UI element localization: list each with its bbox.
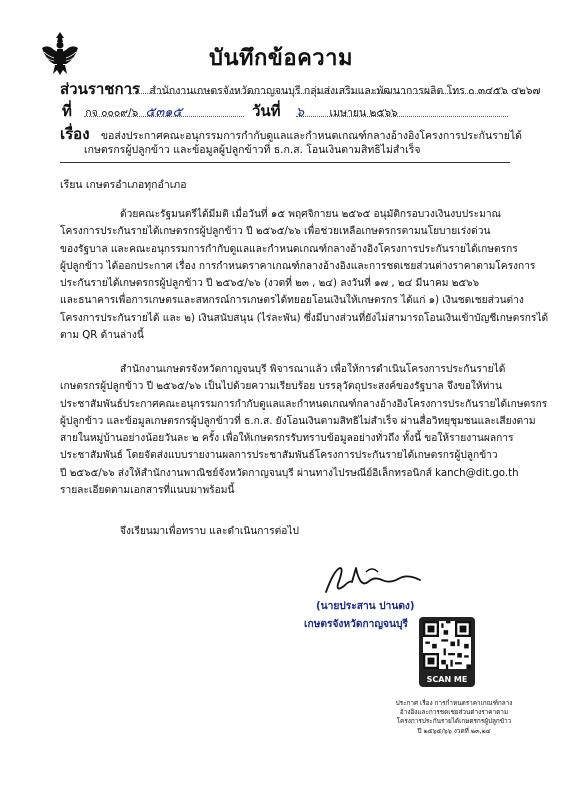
closing: จึงเรียนมาเพื่อทราบ และดำเนินการต่อไป <box>120 526 299 537</box>
paragraph-line: ตาม QR ด้านล่างนี้ <box>60 330 144 342</box>
paragraph-line: ผู้ปลูกข้าว และข้อมูลเกษตรกรผู้ปลูกข้าวที่ ธ.ก.ส. ยังโอนเงินตามสิทธิไม่สำเร็จ ผ่านสื่อวิทยุชุมชนและเสียงตาม <box>60 415 536 427</box>
dept-dotline <box>128 93 508 94</box>
header-divider <box>60 162 510 163</box>
qr-code[interactable] <box>419 617 475 687</box>
date-dotline <box>296 116 508 117</box>
paragraph-line: สายในหมู่บ้านอย่างน้อยวันละ ๒ ครั้ง เพื่อให้เกษตรกรรับทราบข้อมูลอย่างทั่วถึง ทั้งนี้ ขอให้รายงานผลการ <box>60 433 514 445</box>
paragraph-line: ปี ๒๕๖๕/๖๖ ส่งให้สำนักงานพาณิชย์จังหวัดกาญจนบุรี ผ่านทางไปรษณีย์อิเล็กทรอนิกส์ kanch@dit.go.th <box>60 467 519 479</box>
subject-label: เรื่อง <box>60 125 90 143</box>
date-label: วันที่ <box>252 102 281 120</box>
ref-handwritten: ๕๓๑๕ <box>145 105 183 120</box>
paragraph-line: ด้วยคณะรัฐมนตรีได้มีมติ เมื่อวันที่ ๑๕ พฤศจิกายน ๒๕๖๕ อนุมัติกรอบวงเงินงบประมาณ <box>120 209 502 220</box>
salutation: เรียน เกษตรอำเภอทุกอำเภอ <box>60 179 187 191</box>
ref-label: ที่ <box>62 102 72 120</box>
ref-value: กจ ๐๐๐๙/๖ <box>85 107 139 119</box>
paragraph-line: และธนาคารเพื่อการเกษตรและสหกรณ์การเกษตรได้ทยอยโอนเงินให้เกษตรกร ได้แก่ ๑) เงินชดเชยส่วนต่าง <box>60 295 524 307</box>
paragraph-line: ประชาสัมพันธ์ประกาศคณะอนุกรรมการกำกับดูแลและกำหนดเกณฑ์กลางอ้างอิงโครงการประกันรายได้เกษตรกร <box>60 398 548 410</box>
paragraph-line: รายละเอียดตามเอกสารที่แนบมาพร้อมนี้ <box>60 485 235 497</box>
footnote-line: ประกาศ เรื่อง การกำหนดราคาเกณฑ์กลาง <box>395 699 513 707</box>
paragraph-line: ประชาสัมพันธ์ โดยจัดส่งแบบรายงานผลการประชาสัมพันธ์โครงการประกันรายได้เกษตรกรผู้ปลูกข้าว <box>60 450 498 462</box>
signature-mark <box>316 562 426 598</box>
dept-label: ส่วนราชการ <box>60 80 141 98</box>
ref-row <box>60 99 182 123</box>
qr-footnote <box>394 699 514 736</box>
dept-value: สำนักงานเกษตรจังหวัดกาญจนบุรี กลุ่มส่งเสริมและพัฒนาการผลิต โทร ๐ ๓๔๕๖ ๔๒๖๗ <box>149 85 541 97</box>
paragraph-line: โครงการประกันรายได้เกษตรกรผู้ปลูกข้าว ปี ๒๕๖๕/๖๖ เพื่อช่วยเหลือเกษตรกรตามนโยบายเร่งด่วน <box>60 226 491 238</box>
signer-name: (นายประสาน ปานดง) <box>316 601 415 612</box>
memo-title: บันทึกข้อความ <box>208 46 353 71</box>
date-value: เมษายน ๒๕๖๖ <box>329 107 398 119</box>
dept-row <box>60 77 540 101</box>
footnote-line: โครงการประกันรายได้เกษตรกรผู้ปลูกข้าว <box>396 717 512 726</box>
subject-line2: เกษตรกรผู้ปลูกข้าว และข้อมูลผู้ปลูกข้าวที่ ธ.ก.ส. โอนเงินตามสิทธิไม่สำเร็จ <box>84 144 421 156</box>
footnote-line: อ้างอิงและการชดเชยส่วนต่างราคาตาม <box>399 708 509 717</box>
date-handwritten: ๖ <box>295 105 305 120</box>
paragraph-line: ประกันรายได้เกษตรกรผู้ปลูกข้าว ปี ๒๕๖๕/๖๖ (งวดที่ ๒๓ , ๒๔) ลงวันที่ ๑๗ , ๒๔ มีนาคม ๒๕๖๖ <box>60 278 480 290</box>
paragraph-2 <box>60 361 547 499</box>
paragraph-1 <box>60 206 548 344</box>
paragraph-line: โครงการประกันรายได้ และ ๒) เงินสนับสนุน (ไร่ละพัน) ซึ่งมีบางส่วนที่ยังไม่สามารถโอนเงินเข้าบัญชีเกษตรกรได้ <box>60 312 549 324</box>
paragraph-line: สำนักงานเกษตรจังหวัดกาญจนบุรี พิจารณาแล้ว เพื่อให้การดำเนินโครงการประกันรายได้ <box>120 364 506 375</box>
paragraph-line: ผู้ปลูกข้าว ได้ออกประกาศ เรื่อง การกำหนดราคาเกณฑ์กลางอ้างอิงและการชดเชยส่วนต่างราคาตามโครงการ <box>60 260 536 272</box>
paragraph-line: ของรัฐบาล และคณะอนุกรรมการกำกับดูแลและกำหนดเกณฑ์กลางอ้างอิงโครงการประกันรายได้เกษตรกร <box>60 243 518 255</box>
qr-code-icon <box>423 621 471 669</box>
date-row <box>252 99 398 123</box>
paragraph-line: เกษตรกรผู้ปลูกข้าว ปี ๒๕๖๕/๖๖ เป็นไปด้วยความเรียบร้อย บรรลุวัตถุประสงค์ของรัฐบาล จึงขอให้ท่าน <box>60 381 502 393</box>
qr-scan-label: SCAN ME <box>426 675 468 684</box>
signer-position: เกษตรจังหวัดกาญจนบุรี <box>304 619 408 630</box>
subject-line1: ขอส่งประกาศคณะอนุกรรมการกำกับดูแลและกำหนดเกณฑ์กลางอ้างอิงโครงการประกันรายได้ <box>100 130 522 142</box>
ref-dotline <box>84 116 244 117</box>
footnote-line: ปี ๒๕๖๕/๖๖ งวดที่ ๒๓,๒๔ <box>417 726 491 735</box>
